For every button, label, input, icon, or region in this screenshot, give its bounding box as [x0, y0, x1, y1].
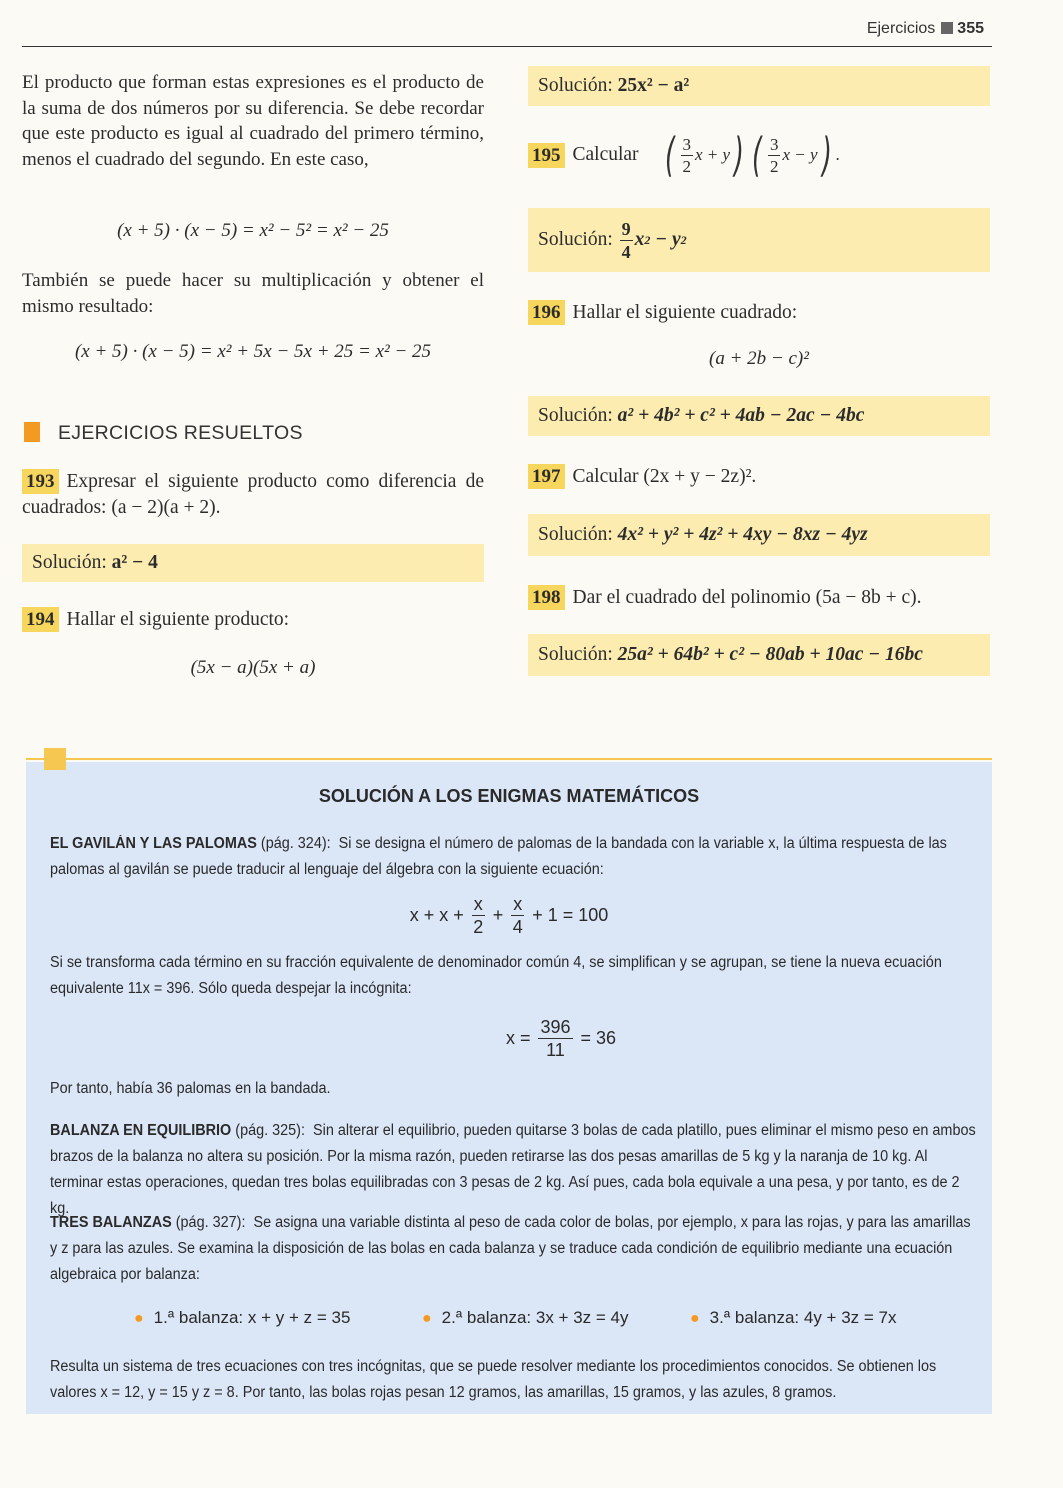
solution-value: a² + 4b² + c² + 4ab − 2ac − 4bc: [617, 405, 865, 426]
bullet-dot-icon: ●: [422, 1310, 432, 1327]
exercise-198: [528, 585, 990, 611]
header-section-label: Ejercicios: [866, 20, 936, 37]
solution-value: 25x² − a²: [617, 75, 690, 96]
section-title: EJERCICIOS RESUELTOS: [24, 422, 303, 445]
gavilan-heading: EL GAVILÁN Y LAS PALOMAS: [50, 835, 257, 852]
solution-value: a² − 4: [111, 552, 158, 573]
solution-label: Solución:: [538, 524, 613, 545]
solution-label: Solución:: [538, 644, 613, 665]
exercise-196: [528, 300, 990, 326]
exercise-195-formula: ( $\frac{3}{2}$ x + y ) ( $\frac{3}{2}$ x − y ) .: [664, 128, 840, 182]
solution-label: Solución:: [538, 75, 613, 96]
solution-196: [528, 396, 990, 436]
tres-balanzas-paragraph: TRES BALANZAS (pág. 327): Se asigna una variable distinta al peso de cada color de bolas, por ejemplo, x para las rojas, y para las amarillas y z para las azules. Se examina la disposición de las bolas en cada balanza y se traduce cada condición de equilibrio mediante una ecuación algebraica por balanza:: [50, 1214, 971, 1283]
gavilan-paragraph: EL GAVILÁN Y LAS PALOMAS (pág. 324): Si se designa el número de palomas de la bandada con la variable x, la última respuesta de las palomas al gavilán se puede traducir al lenguaje del álgebra con la siguiente ecuación:: [50, 835, 947, 878]
tres-balanzas-conclusion: Resulta un sistema de tres ecuaciones con tres incógnitas, que se puede resolver mediante los procedimientos conocidos. Se obtienen los valores x = 12, y = 15 y z = 8. Por tanto, las bolas rojas pesan 12 gramos, las amarillas, 15 gramos, y las azules, 8 gramos.: [50, 1358, 937, 1401]
balanza-paragraph: BALANZA EN EQUILIBRIO (pág. 325): Sin alterar el equilibrio, pueden quitarse 3 bolas de cada platillo, pues eliminar el mismo peso en ambos brazos de la balanza no altera su posición. Por la misma razón, pueden retirarse las dos pesas amarillas de 5 kg y la naranja de 10 kg. Al terminar estas operaciones, quedan tres bolas equilibradas con 3 pesas de 2 kg. Así pues, cada bola equivale a una pesa, y por tanto, es de 2 kg.: [50, 1122, 976, 1217]
bullet-balanza-3: ● 3.ª balanza: 4y + 3z = 7x: [690, 1308, 897, 1327]
bullet-dot-icon: ●: [690, 1310, 700, 1327]
intro-equation-1: (x + 5) · (x − 5) = x² − 5² = x² − 25: [117, 220, 389, 241]
bullet-dot-icon: ●: [134, 1310, 144, 1327]
header-square-icon: [941, 22, 953, 34]
box-top-rule: [26, 758, 992, 760]
page-header: [22, 16, 992, 47]
exercise-text: Calcular (2x + y − 2z)².: [572, 466, 757, 487]
solution-label: Solución:: [538, 405, 613, 426]
gavilan-equation-1: x + x + $\frac{x}{2}$ + $\frac{x}{4}$ + 1 = 100: [409, 894, 609, 937]
yellow-square-icon: [44, 748, 66, 770]
exercise-text: Calcular: [572, 144, 639, 165]
exercise-194-formula: (5x − a)(5x + a): [190, 657, 316, 678]
tres-balanzas-heading: TRES BALANZAS: [50, 1214, 172, 1231]
solution-value: $\frac{9}{4}$ x 2 − y 2: [621, 218, 687, 262]
gavilan-paragraph-2: Si se transforma cada término en su fracción equivalente de denominador común 4, se simplifican y se agrupan, se tiene la nueva ecuación equivalente 11x = 396. Sólo queda despejar la incógnita:: [50, 954, 942, 997]
solution-198: [528, 634, 990, 676]
intro-paragraph-1: El producto que forman estas expresiones es el producto de la suma de dos números por su diferencia. Se debe recordar que este producto es igual al cuadrado del primero término, menos el cuadrado del segundo. En este caso,: [22, 72, 484, 170]
gavilan-conclusion: Por tanto, había 36 palomas en la bandada.: [50, 1080, 331, 1097]
exercise-number: 193: [22, 469, 59, 494]
exercise-193: [22, 469, 484, 521]
orange-square-icon: [24, 422, 40, 442]
solution-label: Solución:: [32, 552, 107, 573]
solution-label: Solución:: [538, 229, 613, 250]
solution-value: 25a² + 64b² + c² − 80ab + 10ac − 16bc: [617, 644, 923, 665]
balanza-heading: BALANZA EN EQUILIBRIO: [50, 1122, 232, 1139]
exercise-number: 197: [528, 464, 565, 489]
exercise-194: [22, 607, 484, 633]
solution-197: [528, 514, 990, 556]
box-title: SOLUCIÓN A LOS ENIGMAS MATEMÁTICOS: [318, 786, 700, 806]
bullet-balanza-2: ● 2.ª balanza: 3x + 3z = 4y: [422, 1308, 629, 1327]
exercise-196-formula: (a + 2b − c)²: [709, 348, 809, 369]
exercise-number: 194: [22, 607, 59, 632]
gavilan-equation-2: x = $\frac{396}{11}$ = 36: [505, 1017, 617, 1060]
exercise-text: Expresar el siguiente producto como diferencia de cuadrados: (a − 2)(a + 2).: [22, 471, 484, 518]
solution-194: [528, 66, 990, 106]
solution-193: [22, 544, 484, 582]
intro-equation-2: (x + 5) · (x − 5) = x² + 5x − 5x + 25 = x² − 25: [74, 341, 432, 362]
intro-paragraph-2: También se puede hacer su multiplicación y obtener el mismo resultado:: [22, 270, 484, 317]
exercise-197: [528, 464, 990, 490]
page-number: 355: [957, 20, 984, 37]
solution-195: [528, 208, 990, 272]
exercise-195: [528, 128, 990, 182]
exercise-text: Dar el cuadrado del polinomio (5a − 8b + c).: [572, 587, 922, 608]
exercise-number: 198: [528, 585, 565, 610]
solution-value: 4x² + y² + 4z² + 4xy − 8xz − 4yz: [617, 524, 868, 545]
bullet-balanza-1: ● 1.ª balanza: x + y + z = 35: [134, 1308, 351, 1327]
exercise-number: 196: [528, 300, 565, 325]
exercise-text: Hallar el siguiente cuadrado:: [572, 302, 798, 323]
exercise-number: 195: [528, 143, 565, 168]
exercise-text: Hallar el siguiente producto:: [66, 609, 290, 630]
